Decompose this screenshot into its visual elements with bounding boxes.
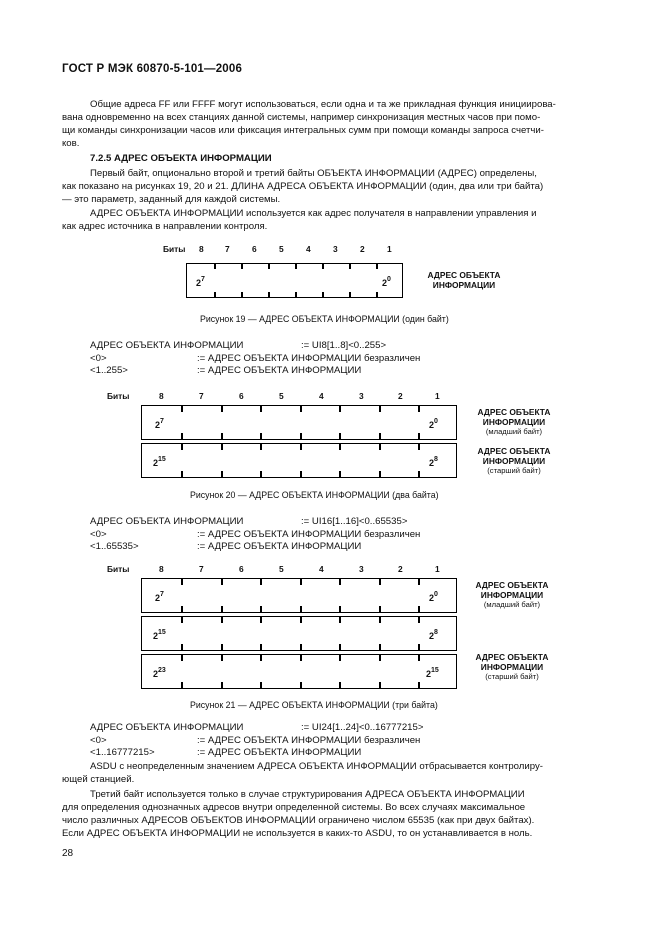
fig19-definitions: АДРЕС ОБЪЕКТА ИНФОРМАЦИИ := UI8[1..8]<0..255> <0> := АДРЕС ОБЪЕКТА ИНФОРМАЦИИ безразличен <1..255> := АДРЕС ОБЪЕКТА ИНФОРМАЦИИ xyxy=(90,340,421,376)
section-paragraph-1 xyxy=(62,167,598,206)
text-line: — это параметр, заданный для каждой системы. xyxy=(62,194,281,205)
text-line: ков. xyxy=(62,138,80,149)
bit-number: 5 xyxy=(279,564,284,574)
lsb-weight: $2^0$ xyxy=(429,591,438,603)
fig20-byte-boxes xyxy=(141,405,457,478)
text-line: Если АДРЕС ОБЪЕКТА ИНФОРМАЦИИ не используется в каких-то ASDU, то он устанавливается в ноль. xyxy=(62,828,533,839)
bit-number: 4 xyxy=(319,564,324,574)
text-line: Третий байт используется только в случае структурирования АДРЕСА ОБЪЕКТА ИНФОРМАЦИИ xyxy=(90,789,525,800)
bit-number: 2 xyxy=(398,564,403,574)
byte-box xyxy=(141,654,457,689)
text-line: Общие адреса FF или FFFF могут использоваться, если одна и та же прикладная функция инициирова- xyxy=(90,99,556,110)
bit-number: 4 xyxy=(306,244,311,254)
fig21-side-label-low: АДРЕС ОБЪЕКТА ИНФОРМАЦИИ (младший байт) xyxy=(475,580,549,609)
byte-box xyxy=(141,616,457,651)
fig20-caption: Рисунок 20 — АДРЕС ОБЪЕКТА ИНФОРМАЦИИ (два байта) xyxy=(190,490,439,500)
msb-weight: $2^{15}$ xyxy=(153,456,166,468)
asdu-paragraph xyxy=(62,760,598,786)
msb-weight: $2^7$ xyxy=(196,276,205,288)
section-paragraph-2 xyxy=(62,207,598,233)
bit-number: 6 xyxy=(239,564,244,574)
msb-weight: $2^7$ xyxy=(155,418,164,430)
bit-number: 5 xyxy=(279,391,284,401)
bit-number: 8 xyxy=(199,244,204,254)
fig19-side-label: АДРЕС ОБЪЕКТА ИНФОРМАЦИИ xyxy=(427,270,501,290)
section-heading: 7.2.5 АДРЕС ОБЪЕКТА ИНФОРМАЦИИ xyxy=(90,153,272,164)
text-line: число различных АДРЕСОВ ОБЪЕКТОВ ИНФОРМАЦИИ ограничено числом 65535 (как при двух байтах). xyxy=(62,815,535,826)
byte-box xyxy=(141,578,457,613)
bit-number: 6 xyxy=(252,244,257,254)
bit-number: 3 xyxy=(359,564,364,574)
fig21-caption: Рисунок 21 — АДРЕС ОБЪЕКТА ИНФОРМАЦИИ (три байта) xyxy=(190,700,438,710)
page-header: ГОСТ Р МЭК 60870-5-101—2006 xyxy=(62,63,243,75)
bit-number: 5 xyxy=(279,244,284,254)
page-number: 28 xyxy=(62,848,74,859)
byte-box xyxy=(141,405,457,440)
bit-number: 3 xyxy=(333,244,338,254)
bit-number: 3 xyxy=(359,391,364,401)
fig20-bits-row xyxy=(107,391,447,403)
text-line: щи команды синхронизации часов или фиксация интегральных сумм при помощи команды запроса счетчи- xyxy=(62,125,544,136)
msb-weight: $2^{15}$ xyxy=(153,629,166,641)
fig21-side-label-high: АДРЕС ОБЪЕКТА ИНФОРМАЦИИ (старший байт) xyxy=(475,652,549,681)
lsb-weight: $2^{15}$ xyxy=(426,667,439,679)
bit-number: 7 xyxy=(199,391,204,401)
text-line: вана одновременно на всех станциях данной системы, например синхронизация местных часов при помо- xyxy=(62,112,541,123)
msb-weight: $2^{23}$ xyxy=(153,667,166,679)
fig21-bits-row xyxy=(107,564,447,576)
lsb-weight: $2^8$ xyxy=(429,629,438,641)
bits-label: Биты xyxy=(163,244,186,254)
bit-number: 8 xyxy=(159,564,164,574)
text-line: как адрес источника в направлении контроля. xyxy=(62,221,268,232)
text-line: ющей станцией. xyxy=(62,774,135,785)
text-line: как показано на рисунках 19, 20 и 21. ДЛИНА АДРЕСА ОБЪЕКТА ИНФОРМАЦИИ (один, два или три байта) xyxy=(62,181,544,192)
bit-number: 1 xyxy=(435,391,440,401)
bit-number: 1 xyxy=(387,244,392,254)
fig20-side-label-low: АДРЕС ОБЪЕКТА ИНФОРМАЦИИ (младший байт) xyxy=(477,407,551,436)
bit-number: 6 xyxy=(239,391,244,401)
text-line: Первый байт, опционально второй и третий байты ОБЪЕКТА ИНФОРМАЦИИ (АДРЕС) определены, xyxy=(90,168,537,179)
fig19-byte-box xyxy=(186,263,403,298)
bit-number: 8 xyxy=(159,391,164,401)
bit-number: 7 xyxy=(225,244,230,254)
bit-number: 2 xyxy=(360,244,365,254)
intro-paragraph xyxy=(62,98,598,150)
fig21-byte-boxes xyxy=(141,578,457,689)
text-line: АДРЕС ОБЪЕКТА ИНФОРМАЦИИ используется как адрес получателя в направлении управления и xyxy=(90,208,537,219)
fig20-definitions: АДРЕС ОБЪЕКТА ИНФОРМАЦИИ := UI16[1..16]<0..65535> <0> := АДРЕС ОБЪЕКТА ИНФОРМАЦИИ безразличен <1..65535> := АДРЕС ОБЪЕКТА ИНФОРМАЦИИ xyxy=(90,516,421,552)
lsb-weight: $2^8$ xyxy=(429,456,438,468)
fig19-bits-row xyxy=(163,244,403,256)
bit-number: 2 xyxy=(398,391,403,401)
text-line: ASDU с неопределенным значением АДРЕСА ОБЪЕКТА ИНФОРМАЦИИ отбрасывается контролиру- xyxy=(90,761,543,772)
third-byte-paragraph xyxy=(62,788,598,840)
fig19-caption: Рисунок 19 — АДРЕС ОБЪЕКТА ИНФОРМАЦИИ (один байт) xyxy=(200,314,449,324)
bit-number: 4 xyxy=(319,391,324,401)
fig21-definitions: АДРЕС ОБЪЕКТА ИНФОРМАЦИИ := UI24[1..24]<0..16777215> <0> := АДРЕС ОБЪЕКТА ИНФОРМАЦИИ безразличен <1..16777215> := АДРЕС ОБЪЕКТА ИНФОРМАЦИИ xyxy=(90,722,424,758)
bit-number: 7 xyxy=(199,564,204,574)
bit-number: 1 xyxy=(435,564,440,574)
msb-weight: $2^7$ xyxy=(155,591,164,603)
lsb-weight: $2^0$ xyxy=(429,418,438,430)
fig20-side-label-high: АДРЕС ОБЪЕКТА ИНФОРМАЦИИ (старший байт) xyxy=(477,446,551,475)
text-line: для определения однозначных адресов внутри определенной системы. Во всех случаях максимальное xyxy=(62,802,526,813)
bits-label: Биты xyxy=(107,391,130,401)
byte-box xyxy=(141,443,457,478)
bits-label: Биты xyxy=(107,564,130,574)
lsb-weight: $2^0$ xyxy=(382,276,391,288)
